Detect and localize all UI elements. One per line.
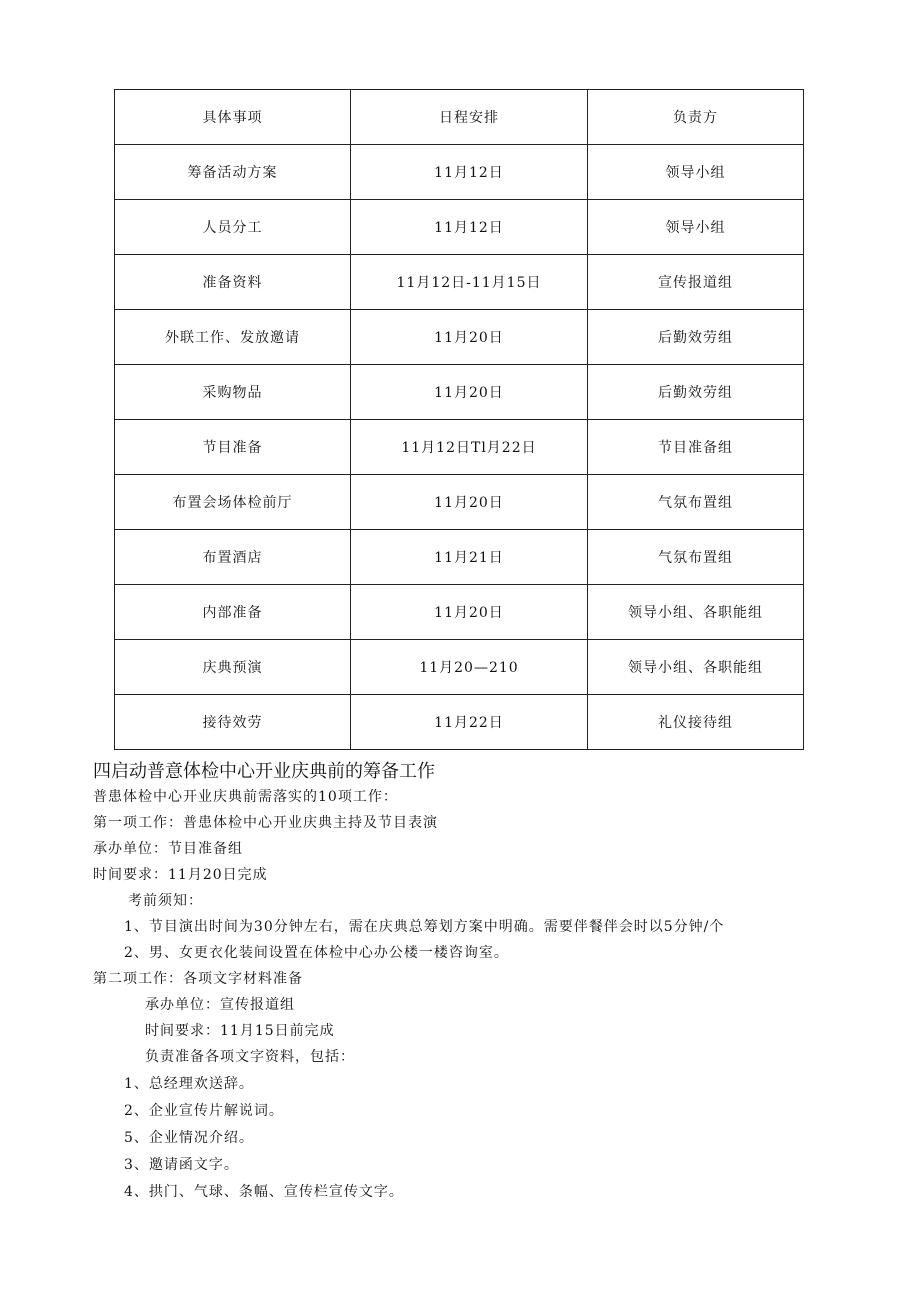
row-cell-task: 节目准备 xyxy=(115,420,351,475)
body-line: 2、企业宣传片解说词。 xyxy=(124,1103,284,1119)
row-cell-schedule: 11月20日 xyxy=(351,365,588,420)
table-row xyxy=(115,145,804,200)
body-line: 1、节目演出时间为30分钟左右，需在庆典总筹划方案中明确。需要伴餐伴会时以5分钟/个 xyxy=(124,919,725,935)
row-cell-owner: 气氛布置组 xyxy=(588,475,804,530)
table-row xyxy=(115,640,804,695)
body-line: 1、总经理欢送辞。 xyxy=(124,1076,254,1092)
table-row xyxy=(115,585,804,640)
body-line: 2、男、女更衣化装间设置在体检中心办公楼一楼咨询室。 xyxy=(124,945,509,961)
row-cell-schedule: 11月12日 xyxy=(351,200,588,255)
body-line: 考前须知： xyxy=(128,893,203,909)
body-line: 5、企业情况介绍。 xyxy=(124,1130,254,1146)
row-cell-owner: 领导小组、各职能组 xyxy=(588,585,804,640)
table-row xyxy=(115,695,804,750)
row-cell-owner: 气氛布置组 xyxy=(588,530,804,585)
row-cell-owner: 领导小组、各职能组 xyxy=(588,640,804,695)
row-cell-task: 布置酒店 xyxy=(115,530,351,585)
row-cell-schedule: 11月21日 xyxy=(351,530,588,585)
row-cell-task: 外联工作、发放邀请 xyxy=(115,310,351,365)
table-row xyxy=(115,255,804,310)
row-cell-owner: 节目准备组 xyxy=(588,420,804,475)
row-cell-task: 庆典预演 xyxy=(115,640,351,695)
section-heading: 四启动普意体检中心开业庆典前的筹备工作 xyxy=(93,761,435,782)
row-cell-task: 布置会场体检前厅 xyxy=(115,475,351,530)
header-cell-owner: 负责方 xyxy=(588,90,804,145)
body-line: 承办单位：节目准备组 xyxy=(93,841,243,857)
row-cell-owner: 后勤效劳组 xyxy=(588,310,804,365)
row-cell-schedule: 11月20日 xyxy=(351,310,588,365)
row-cell-schedule: 11月20—210 xyxy=(351,640,588,695)
row-cell-schedule: 11月12日 xyxy=(351,145,588,200)
table-row xyxy=(115,310,804,365)
row-cell-owner: 宣传报道组 xyxy=(588,255,804,310)
row-cell-schedule: 11月22日 xyxy=(351,695,588,750)
schedule-table xyxy=(114,89,804,750)
row-cell-task: 内部准备 xyxy=(115,585,351,640)
body-line: 时间要求：11月15日前完成 xyxy=(145,1023,335,1039)
row-cell-owner: 礼仪接待组 xyxy=(588,695,804,750)
table-row xyxy=(115,475,804,530)
body-line: 承办单位：宣传报道组 xyxy=(145,997,295,1013)
row-cell-schedule: 11月20日 xyxy=(351,585,588,640)
row-cell-schedule: 11月20日 xyxy=(351,475,588,530)
row-cell-owner: 后勤效劳组 xyxy=(588,365,804,420)
body-line: 负责准备各项文字资料，包括： xyxy=(145,1049,355,1065)
body-line: 4、拱门、气球、条幅、宣传栏宣传文字。 xyxy=(124,1184,404,1200)
row-cell-task: 接待效劳 xyxy=(115,695,351,750)
row-cell-schedule: 11月12日-11月15日 xyxy=(351,255,588,310)
body-line: 时间要求：11月20日完成 xyxy=(93,867,268,883)
row-cell-schedule: 11月12日Tl月22日 xyxy=(351,420,588,475)
table-row xyxy=(115,420,804,475)
body-line: 第一项工作：普患体检中心开业庆典主持及节目表演 xyxy=(93,815,438,831)
row-cell-owner: 领导小组 xyxy=(588,145,804,200)
table-row xyxy=(115,200,804,255)
table-row xyxy=(115,530,804,585)
body-line: 3、邀请函文字。 xyxy=(124,1157,239,1173)
body-line: 第二项工作：各项文字材料准备 xyxy=(93,971,303,987)
table-row xyxy=(115,365,804,420)
table-header-row xyxy=(115,90,804,145)
row-cell-task: 准备资料 xyxy=(115,255,351,310)
row-cell-task: 采购物品 xyxy=(115,365,351,420)
header-cell-schedule: 日程安排 xyxy=(351,90,588,145)
row-cell-task: 人员分工 xyxy=(115,200,351,255)
row-cell-owner: 领导小组 xyxy=(588,200,804,255)
header-cell-task: 具体事项 xyxy=(115,90,351,145)
body-line: 普患体检中心开业庆典前需落实的10项工作： xyxy=(93,789,398,805)
row-cell-task: 筹备活动方案 xyxy=(115,145,351,200)
